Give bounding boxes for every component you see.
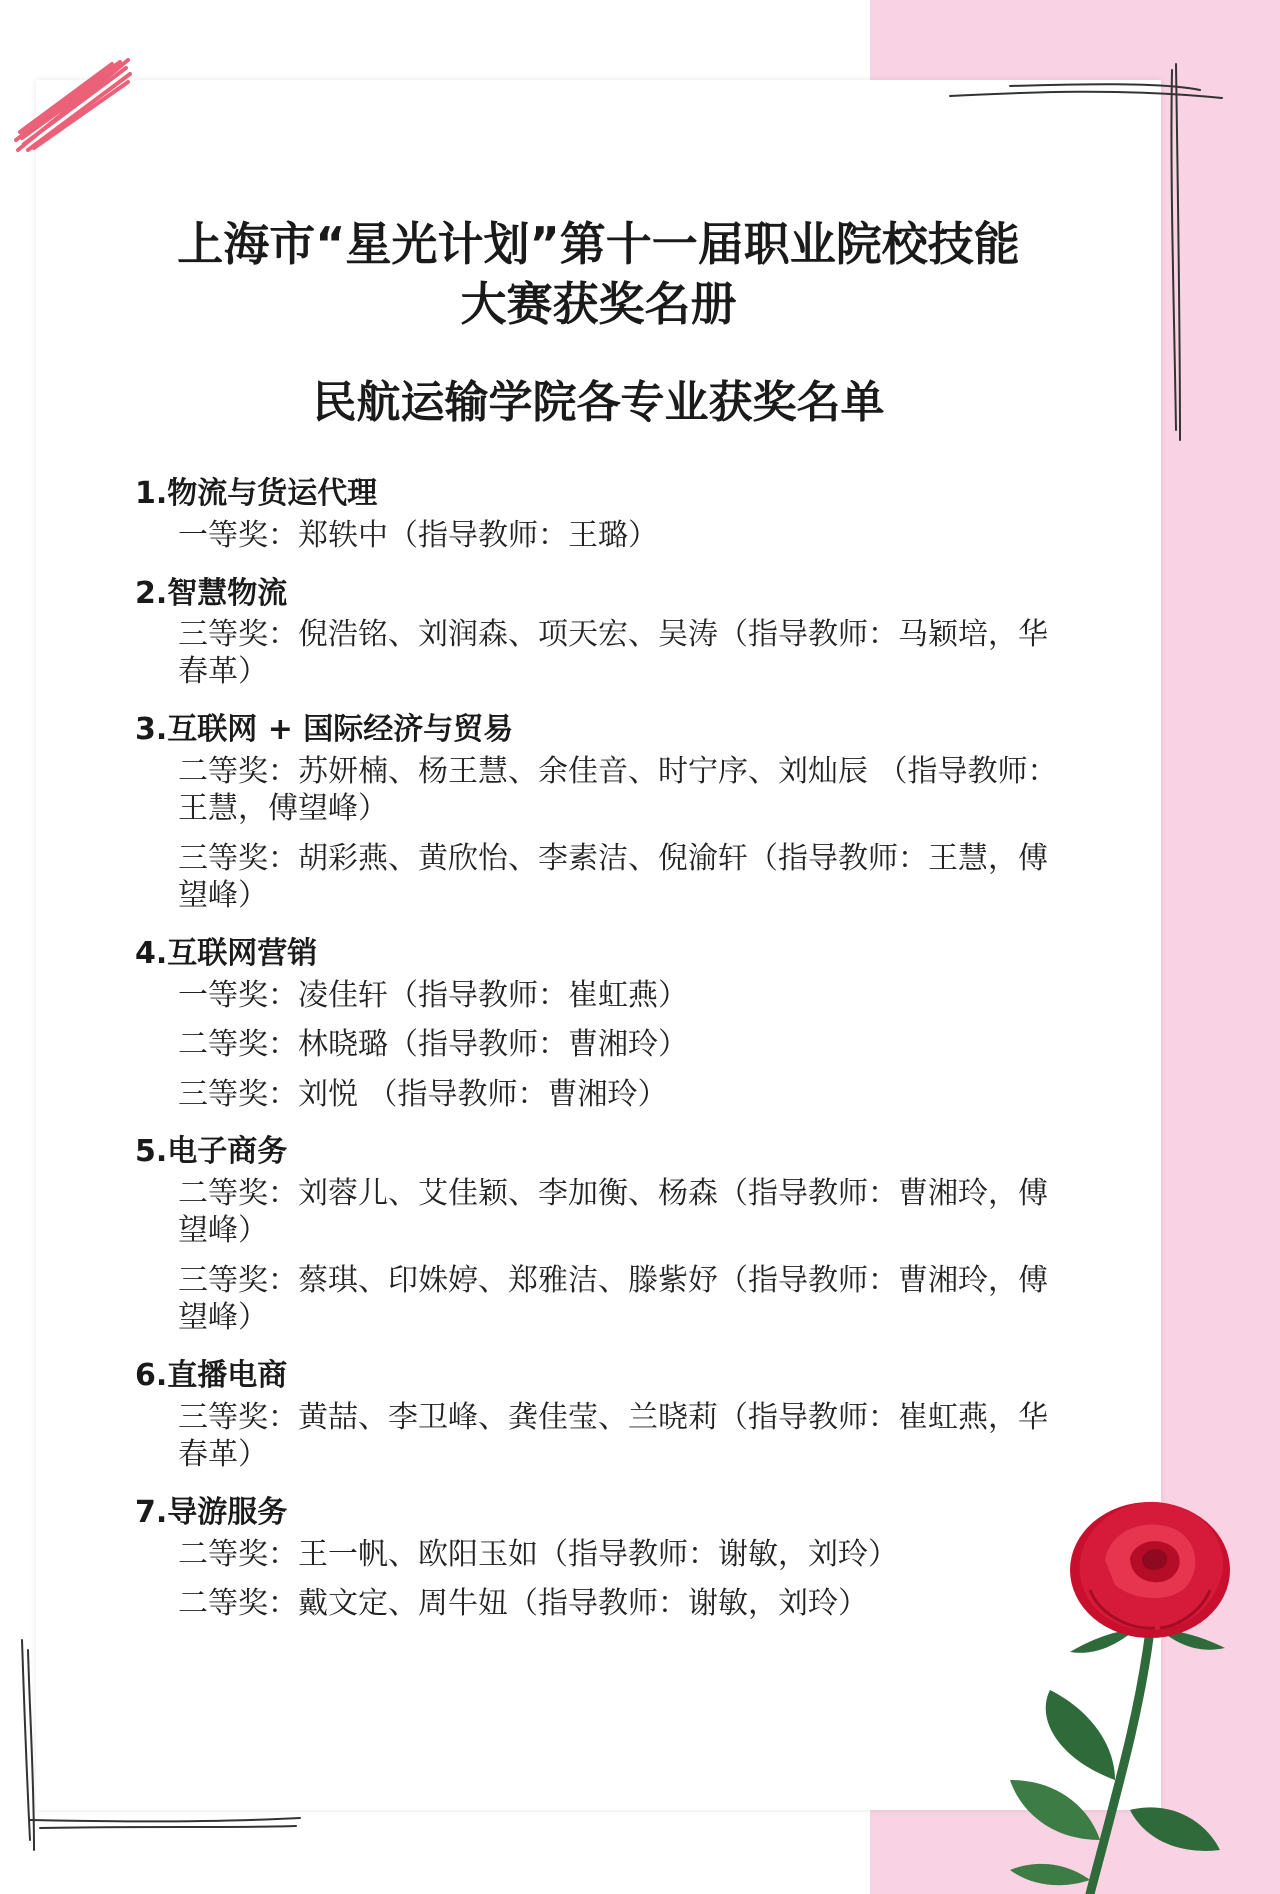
award-entry: 三等奖：黄喆、李卫峰、龚佳莹、兰晓莉（指导教师：崔虹燕，华春革） bbox=[178, 1400, 1048, 1472]
section-heading: 1.物流与货运代理 bbox=[135, 476, 378, 511]
award-entry: 二等奖：刘蓉儿、艾佳颖、李加衡、杨森（指导教师：曹湘玲，傅望峰） bbox=[178, 1176, 1048, 1248]
document-subtitle: 民航运输学院各专业获奖名单 bbox=[312, 377, 885, 428]
section-heading: 2.智慧物流 bbox=[135, 576, 288, 611]
award-entry: 三等奖：胡彩燕、黄欣怡、李素洁、倪渝轩（指导教师：王慧，傅望峰） bbox=[178, 841, 1048, 913]
section-heading: 5.电子商务 bbox=[135, 1134, 288, 1169]
document-title-line-2: 大赛获奖名册 bbox=[460, 277, 737, 331]
award-entry: 二等奖：苏妍楠、杨王慧、余佳音、时宁序、刘灿辰 （指导教师：王慧，傅望峰） bbox=[178, 754, 1058, 826]
section-heading: 4.互联网营销 bbox=[135, 936, 318, 971]
rose-icon bbox=[940, 1480, 1280, 1894]
award-entry: 三等奖：刘悦 （指导教师：曹湘玲） bbox=[178, 1077, 668, 1112]
award-entry: 三等奖：倪浩铭、刘润森、项天宏、吴涛（指导教师：马颖培，华春革） bbox=[178, 617, 1048, 689]
award-entry: 二等奖：王一帆、欧阳玉如（指导教师：谢敏，刘玲） bbox=[178, 1537, 898, 1572]
section-heading: 7.导游服务 bbox=[135, 1495, 288, 1530]
section-heading: 3.互联网 + 国际经济与贸易 bbox=[135, 712, 514, 747]
award-entry: 二等奖：戴文定、周牛妞（指导教师：谢敏，刘玲） bbox=[178, 1586, 868, 1621]
award-entry: 一等奖：郑轶中（指导教师：王璐） bbox=[178, 518, 658, 553]
award-entry: 三等奖：蔡琪、印姝婷、郑雅洁、滕紫妤（指导教师：曹湘玲，傅望峰） bbox=[178, 1263, 1048, 1335]
section-heading: 6.直播电商 bbox=[135, 1358, 288, 1393]
award-entry: 二等奖：林晓璐（指导教师：曹湘玲） bbox=[178, 1027, 688, 1062]
document-title-line-1: 上海市“星光计划”第十一届职业院校技能 bbox=[177, 217, 1020, 271]
award-entry: 一等奖：凌佳轩（指导教师：崔虹燕） bbox=[178, 978, 688, 1013]
